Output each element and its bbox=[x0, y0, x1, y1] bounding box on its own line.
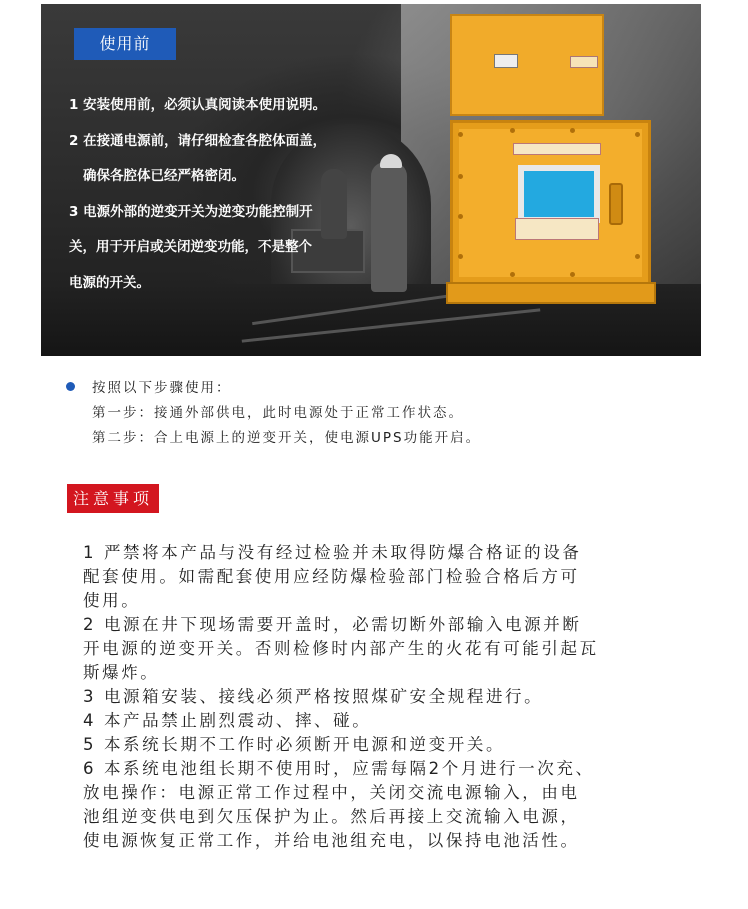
notice-line: 池组逆变供电到欠压保护为止。然后再接上交流输入电源， bbox=[83, 807, 580, 826]
step-line: 第一步：接通外部供电，此时电源处于正常工作状态。 bbox=[92, 405, 464, 421]
notice-line: 使用。 bbox=[83, 591, 141, 610]
notice-line: 5 本系统长期不工作时必须断开电源和逆变开关。 bbox=[83, 735, 506, 754]
hero-line: 确保各腔体已经严格密闭。 bbox=[83, 168, 245, 184]
hero-line: 电源的开关。 bbox=[69, 274, 150, 291]
steps-heading: 按照以下步骤使用： bbox=[92, 380, 232, 396]
notice-line: 斯爆炸。 bbox=[83, 663, 160, 682]
hero-line: 关，用于开启或关闭逆变功能，不是整个 bbox=[69, 239, 312, 255]
warning-label bbox=[515, 218, 599, 240]
step-line: 第二步：合上电源上的逆变开关，使电源UPS功能开启。 bbox=[92, 430, 482, 446]
notice-line: 1 严禁将本产品与没有经过检验并未取得防爆合格证的设备 bbox=[83, 543, 582, 562]
bolt bbox=[458, 174, 463, 179]
notice-line: 2 电源在井下现场需要开盖时，必需切断外部输入电源并断 bbox=[83, 615, 582, 634]
hero-badge: 使用前 bbox=[74, 28, 176, 60]
nameplate bbox=[494, 54, 518, 68]
hero-line: 3 电源外部的逆变开关为逆变功能控制开 bbox=[69, 203, 313, 220]
notice-line: 4 本产品禁止剧烈震动、摔、碰。 bbox=[83, 711, 372, 730]
bolt bbox=[510, 272, 515, 277]
notice-line: 6 本系统电池组长期不使用时，应需每隔2个月进行一次充、 bbox=[83, 759, 595, 778]
bolt bbox=[635, 254, 640, 259]
bolt bbox=[510, 128, 515, 133]
notice-line: 使电源恢复正常工作，并给电池组充电，以保持电池活性。 bbox=[83, 831, 580, 850]
bolt bbox=[570, 128, 575, 133]
notice-line: 放电操作：电源正常工作过程中，关闭交流电源输入，由电 bbox=[83, 783, 580, 802]
hero-banner bbox=[41, 4, 701, 356]
bolt bbox=[635, 132, 640, 137]
cabinet-base-skid bbox=[446, 282, 656, 304]
power-cabinet-image bbox=[450, 14, 650, 302]
bullet-dot-icon bbox=[66, 382, 75, 391]
notice-line: 配套使用。如需配套使用应经防爆检验部门检验合格后方可 bbox=[83, 567, 580, 586]
notice-badge: 注意事项 bbox=[67, 484, 159, 513]
bolt bbox=[458, 214, 463, 219]
cabinet-upper-box bbox=[450, 14, 604, 116]
hero-line: 2 在接通电源前，请仔细检查各腔体面盖， bbox=[69, 132, 327, 149]
hero-line: 1 安装使用前，必须认真阅读本使用说明。 bbox=[69, 97, 327, 113]
notice-line: 3 电源箱安装、接线必须严格按照煤矿安全规程进行。 bbox=[83, 687, 544, 706]
cabinet-main-box bbox=[450, 120, 651, 286]
door-handle bbox=[609, 183, 623, 225]
hero-instructions bbox=[69, 88, 399, 301]
bolt bbox=[458, 254, 463, 259]
bolt bbox=[570, 272, 575, 277]
warning-plate bbox=[513, 143, 601, 155]
lcd-screen bbox=[518, 165, 600, 223]
notice-line: 开电源的逆变开关。否则检修时内部产生的火花有可能引起瓦 bbox=[83, 639, 599, 658]
nameplate bbox=[570, 56, 598, 68]
bolt bbox=[458, 132, 463, 137]
